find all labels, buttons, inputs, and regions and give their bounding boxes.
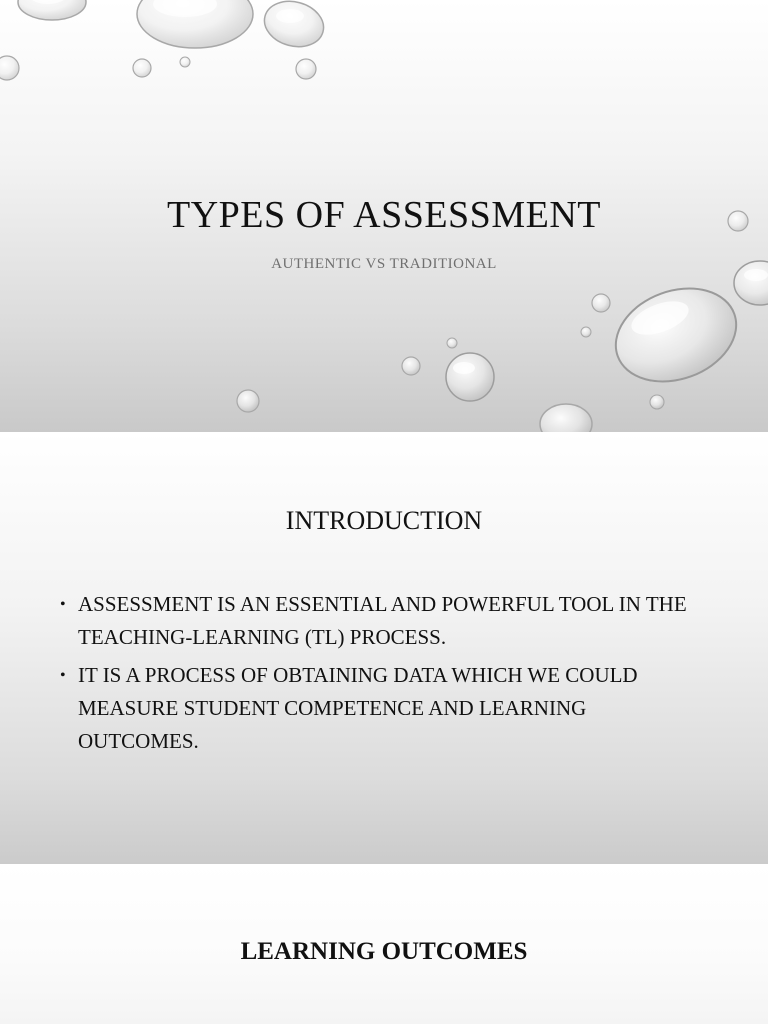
bullet-item [60,588,700,654]
water-droplet-icon [137,0,253,48]
water-droplet-icon [581,327,591,337]
water-droplet-icon [296,59,316,79]
bullet-icon: • [60,596,66,613]
slide-heading: LEARNING OUTCOMES [240,938,528,965]
water-droplet-icon [18,0,86,20]
title-slide [0,0,768,432]
water-droplet-icon [540,404,592,432]
water-droplet-icon [650,395,664,409]
water-droplet-icon [259,0,328,53]
slide-title: TYPES OF ASSESSMENT [167,194,601,236]
water-droplet-icon [447,338,457,348]
learning-outcomes-slide [0,864,768,1024]
bullet-text: ASSESSMENT IS AN ESSENTIAL AND POWERFUL TOOL IN THE TEACHING-LEARNING (TL) PROCESS. [78,592,687,649]
water-droplet-icon [446,353,494,401]
bullet-text: IT IS A PROCESS OF OBTAINING DATA WHICH WE COULD MEASURE STUDENT COMPETENCE AND LEARNING OUTCOMES. [78,663,638,753]
bullet-list [60,588,700,763]
slide-heading: INTRODUCTION [285,506,483,535]
water-droplet-icon [603,272,750,397]
bullet-item [60,659,700,758]
water-droplet-icon [237,390,259,412]
slide-subtitle: AUTHENTIC VS TRADITIONAL [271,256,497,272]
water-droplet-icon [133,59,151,77]
water-droplet-icon [180,57,190,67]
bullet-icon: • [60,667,66,684]
water-droplet-icon [402,357,420,375]
introduction-slide [0,432,768,864]
water-droplet-icon [0,56,19,80]
water-droplet-icon [592,294,610,312]
